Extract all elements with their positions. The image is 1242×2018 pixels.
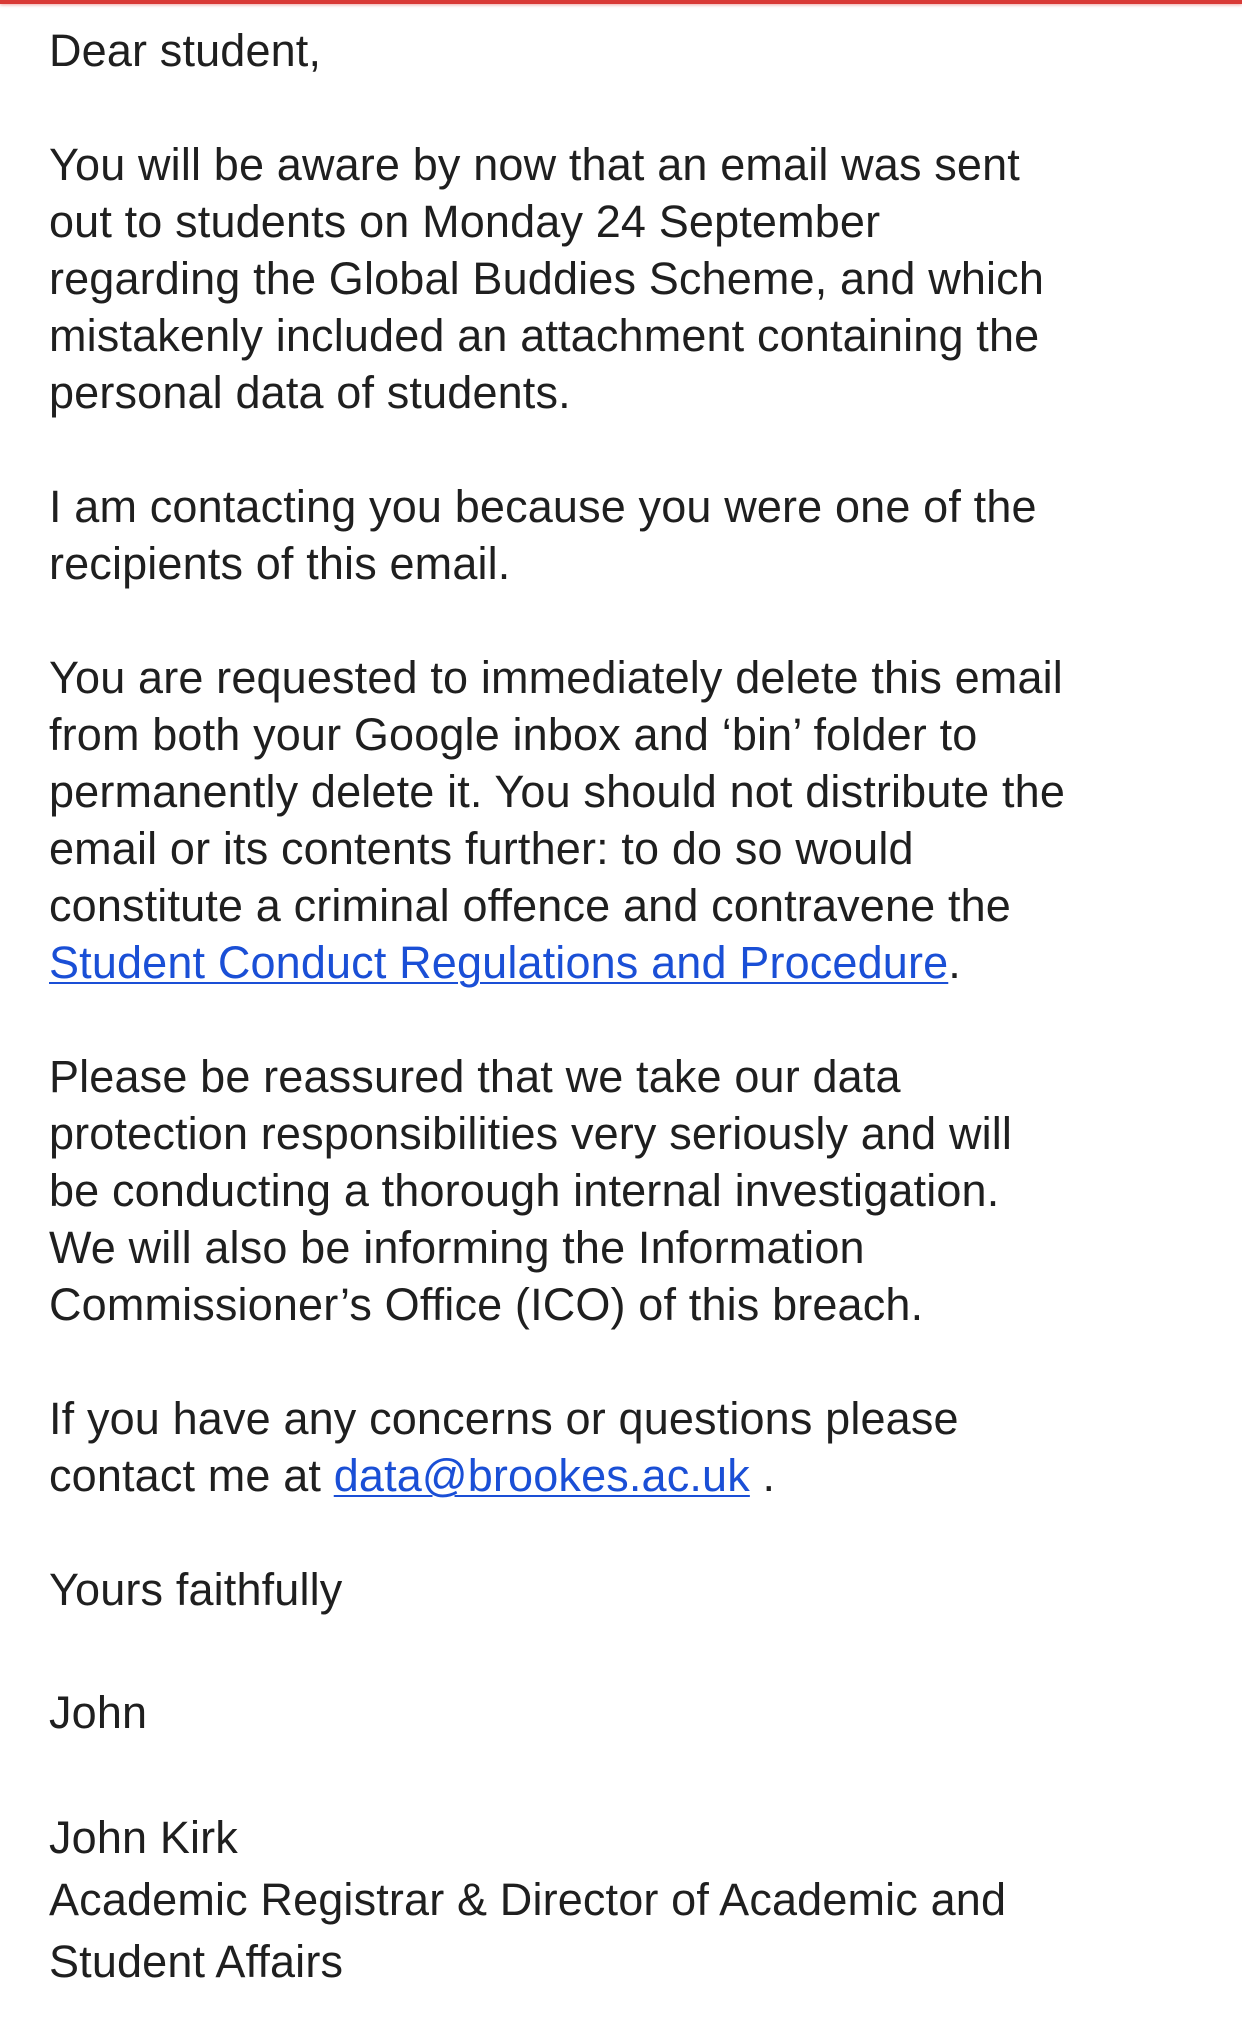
paragraph-reassurance [49,1048,1209,1333]
closing [49,1561,1209,1618]
student-conduct-regulations-link[interactable]: Student Conduct Regulations and Procedure [49,937,949,988]
email-body [49,22,1209,1993]
text-line: regarding the Global Buddies Scheme, and which [49,253,1045,304]
text-line: You will be aware by now that an email was sent [49,139,1020,190]
text-line: I am contacting you because you were one of the [49,481,1037,532]
signature-first-name [49,1684,1209,1741]
paragraph-incident [49,136,1209,421]
contact-prefix: contact me at [49,1450,334,1501]
contact-email-link[interactable]: data@brookes.ac.uk [333,1450,750,1501]
text-line: recipients of this email. [49,538,511,589]
top-edge-bar [0,0,1242,4]
text-line-with-link [49,934,1209,991]
text-line-with-email [49,1447,1209,1504]
text-line: You are requested to immediately delete this email [49,652,1063,703]
sender-title: Student Affairs [49,1936,344,1987]
text-line: email or its contents further: to do so would [49,823,914,874]
paragraph-request [49,649,1209,991]
signature-block [49,1807,1209,1993]
text-line: Please be reassured that we take our data [49,1051,901,1102]
text-line: If you have any concerns or questions please [49,1393,959,1444]
paragraph-recipient [49,478,1209,592]
period: . [948,937,961,988]
greeting-line: Dear student, [49,25,322,76]
contact-suffix: . [749,1450,776,1501]
text-line: personal data of students. [49,367,571,418]
text-line: mistakenly included an attachment containing the [49,310,1040,361]
text-line: constitute a criminal offence and contravene the [49,880,1011,931]
text-line: from both your Google inbox and ‘bin’ folder to [49,709,978,760]
text-line: permanently delete it. You should not distribute the [49,766,1065,817]
sign-first-line: John [49,1687,148,1738]
sender-name: John Kirk [49,1812,238,1863]
sender-title: Academic Registrar & Director of Academic and [49,1874,1007,1925]
text-line: Commissioner’s Office (ICO) of this breach. [49,1279,924,1330]
text-line: out to students on Monday 24 September [49,196,881,247]
text-line: be conducting a thorough internal investigation. [49,1165,1000,1216]
paragraph-contact [49,1390,1209,1504]
text-line: protection responsibilities very seriously and will [49,1108,1013,1159]
greeting [49,22,1209,79]
closing-line: Yours faithfully [49,1564,343,1615]
text-line: We will also be informing the Information [49,1222,865,1273]
